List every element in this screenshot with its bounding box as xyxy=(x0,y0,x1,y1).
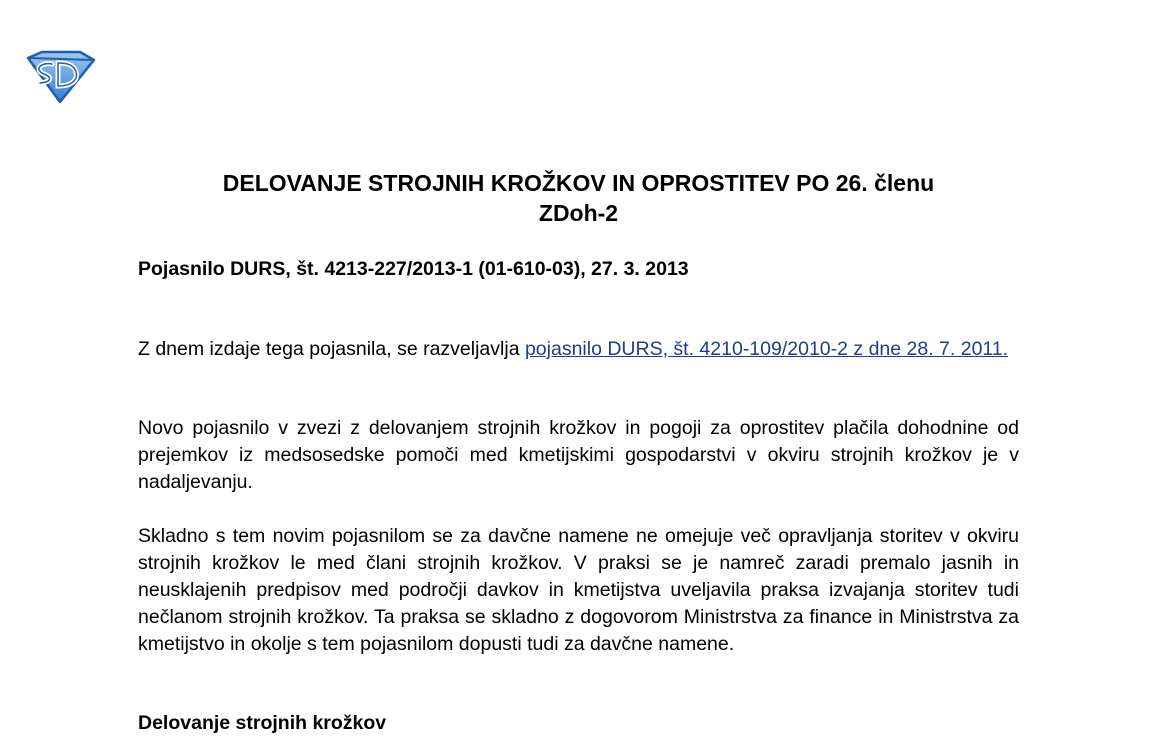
title-line-1: DELOVANJE STROJNIH KROŽKOV IN OPROSTITEV PO 26. členu xyxy=(222,170,935,196)
title-line-2: ZDoh-2 xyxy=(538,200,619,226)
paragraph-intro: Novo pojasnilo v zvezi z delovanjem strojnih krožkov in pogoji za oprostitev plačila dohodnine od prejemkov iz medsosedske pomoči med kmetijskimi gospodarstvi v okviru strojnih krožkov je v nadaljevanju. xyxy=(138,417,1019,493)
document-title xyxy=(138,168,1019,228)
paragraph-practice: Skladno s tem novim pojasnilom se za davčne namene ne omejuje več opravljanja storitev v okviru strojnih krožkov le med člani strojnih krožkov. V praksi se je namreč zaradi premalo jasnih in neusklajenih predpisov med področji davkov in kmetijstva uveljavila praksa izvajanja storitev tudi nečlanom strojnih krožkov. Ta praksa se skladno z dogovorom Ministrstva za finance in Ministrstva za kmetijstvo in okolje s tem pojasnilom dopusti tudi za davčne namene. xyxy=(138,525,1019,655)
paragraph-revocation-text: Z dnem izdaje tega pojasnila, se razveljavlja xyxy=(138,338,525,360)
paragraph-revocation xyxy=(138,336,1019,363)
reference-line: Pojasnilo DURS, št. 4213-227/2013-1 (01-610-03), 27. 3. 2013 xyxy=(138,258,689,280)
sd-diamond-logo-icon xyxy=(22,50,96,104)
section-heading: Delovanje strojnih krožkov xyxy=(138,712,387,734)
previous-clarification-link[interactable]: pojasnilo DURS, št. 4210-109/2010-2 z dne 28. 7. 2011. xyxy=(524,338,1009,360)
